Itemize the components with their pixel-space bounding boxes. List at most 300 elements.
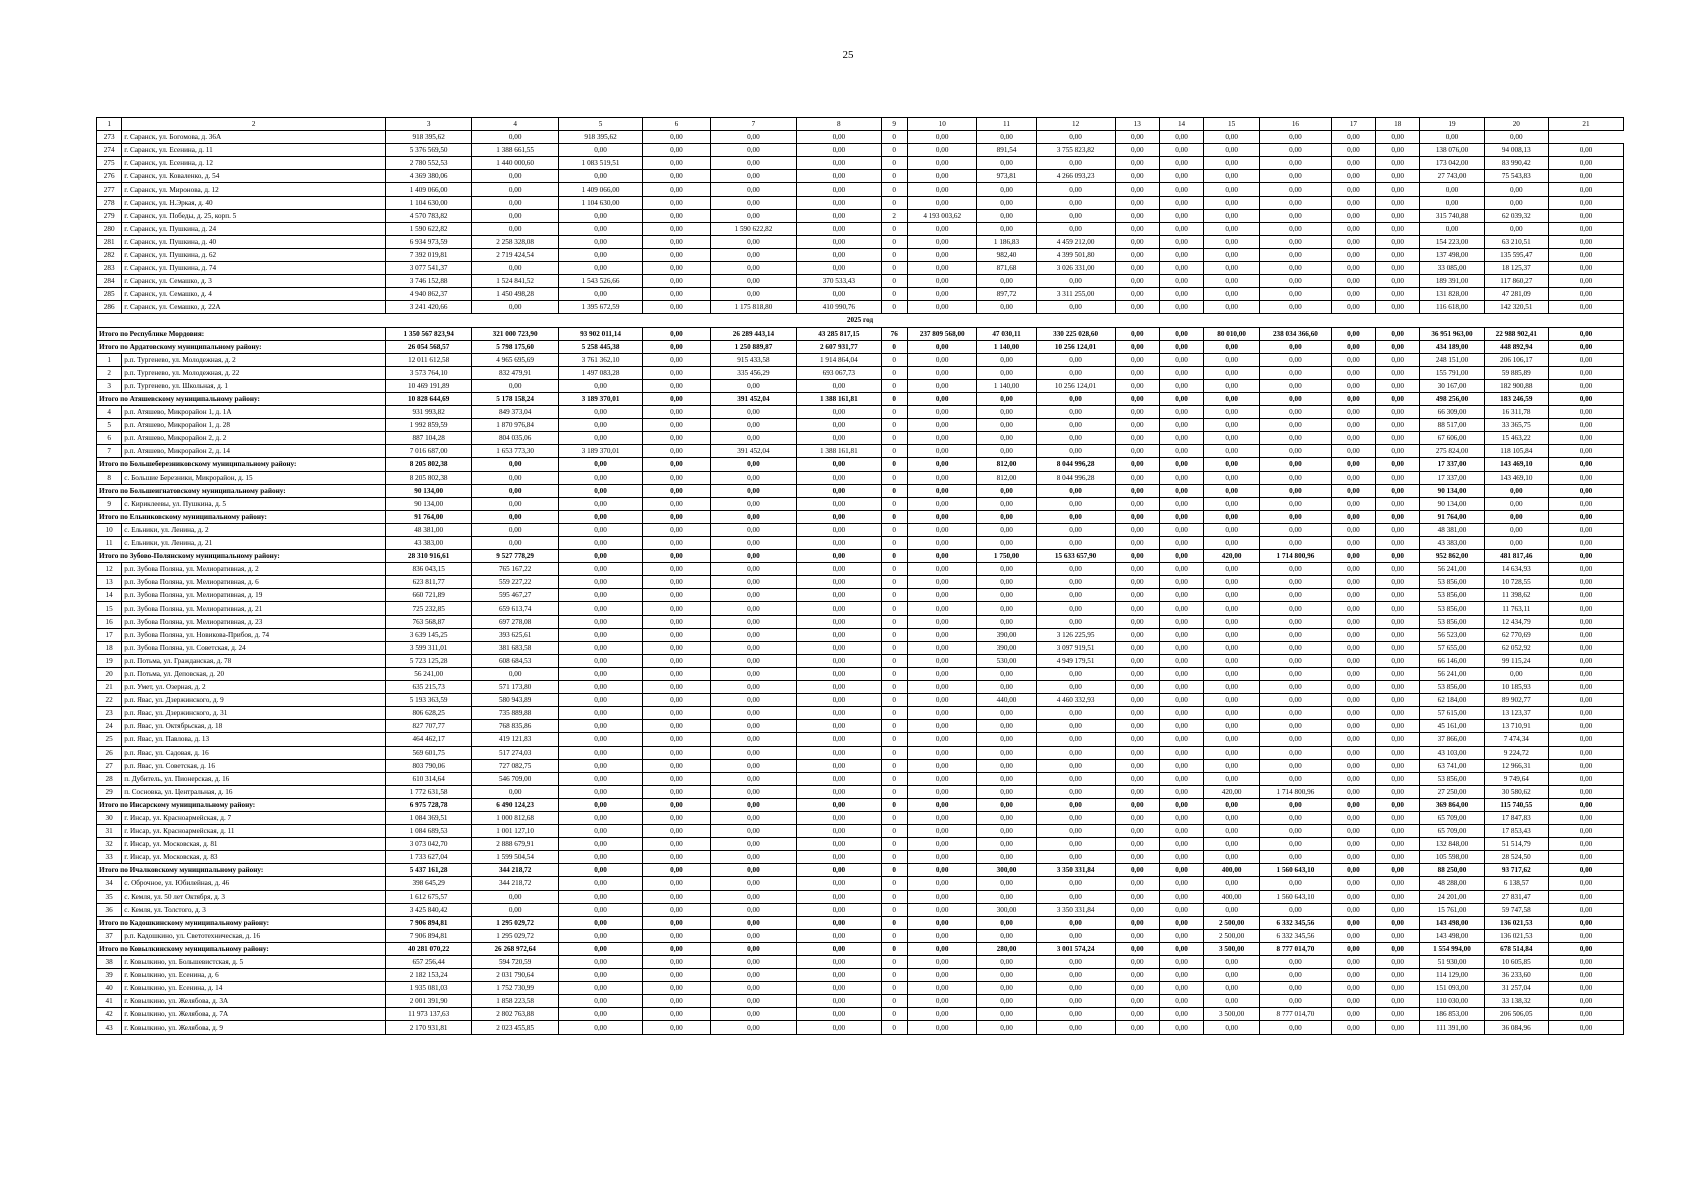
value-cell: 0,00 xyxy=(643,537,710,550)
table-row xyxy=(97,471,1624,484)
value-cell: 0,00 xyxy=(1376,890,1420,903)
value-cell: 0,00 xyxy=(1204,157,1260,170)
value-cell: 0,00 xyxy=(907,798,977,811)
row-number: 20 xyxy=(97,667,122,680)
value-cell: 0,00 xyxy=(977,366,1036,379)
value-cell: 0,00 xyxy=(1376,720,1420,733)
value-cell: 0,00 xyxy=(1115,982,1159,995)
value-cell: 0,00 xyxy=(1260,275,1332,288)
value-cell: 0,00 xyxy=(1548,445,1623,458)
value-cell: 0,00 xyxy=(797,654,881,667)
value-cell: 0,00 xyxy=(1159,432,1203,445)
value-cell: 0,00 xyxy=(1260,654,1332,667)
address-cell: с. Кириклеевы, ул. Пушкина, д. 5 xyxy=(122,497,386,510)
value-cell: 0,00 xyxy=(907,746,977,759)
value-cell: 0,00 xyxy=(907,667,977,680)
address-cell: г. Саранск, ул. Есенина, д. 11 xyxy=(122,144,386,157)
value-cell: 3 425 840,42 xyxy=(385,903,471,916)
value-cell: 0,00 xyxy=(907,929,977,942)
value-cell: 80 010,00 xyxy=(1204,327,1260,340)
value-cell: 0,00 xyxy=(907,681,977,694)
value-cell: 0,00 xyxy=(907,916,977,929)
value-cell: 0,00 xyxy=(643,432,710,445)
value-cell: 0,00 xyxy=(558,471,642,484)
table-row xyxy=(97,248,1624,261)
value-cell: 36 233,60 xyxy=(1484,969,1548,982)
value-cell: 0,00 xyxy=(1260,471,1332,484)
value-cell: 0,00 xyxy=(1036,759,1115,772)
value-cell: 0,00 xyxy=(1204,838,1260,851)
value-cell: 0 xyxy=(881,419,907,432)
value-cell: 0,00 xyxy=(1548,942,1623,955)
value-cell: 0,00 xyxy=(907,144,977,157)
table-row xyxy=(97,222,1624,235)
value-cell: 0,00 xyxy=(1260,183,1332,196)
value-cell: 0,00 xyxy=(710,654,796,667)
value-cell: 0,00 xyxy=(1159,510,1203,523)
value-cell: 0,00 xyxy=(907,942,977,955)
value-cell: 0,00 xyxy=(643,759,710,772)
value-cell: 0,00 xyxy=(558,602,642,615)
value-cell: 0,00 xyxy=(1204,288,1260,301)
address-cell: г. Ковылкино, ул. Желябова, д. 9 xyxy=(122,1021,386,1034)
value-cell: 0,00 xyxy=(1331,982,1375,995)
table-row xyxy=(97,523,1624,536)
column-number-cell: 16 xyxy=(1260,118,1332,131)
value-cell: 1 714 800,96 xyxy=(1260,550,1332,563)
value-cell: 0,00 xyxy=(1036,733,1115,746)
value-cell: 0,00 xyxy=(977,811,1036,824)
value-cell: 5 723 125,28 xyxy=(385,654,471,667)
value-cell: 0,00 xyxy=(472,785,558,798)
value-cell: 0,00 xyxy=(1376,196,1420,209)
row-number: 5 xyxy=(97,419,122,432)
value-cell: 0,00 xyxy=(1159,628,1203,641)
value-cell: 0,00 xyxy=(1159,707,1203,720)
value-cell: 4 570 783,82 xyxy=(385,209,471,222)
value-cell: 0,00 xyxy=(797,1008,881,1021)
table-row xyxy=(97,1008,1624,1021)
value-cell: 0,00 xyxy=(1204,798,1260,811)
value-cell: 0,00 xyxy=(1036,1008,1115,1021)
value-cell: 0,00 xyxy=(907,131,977,144)
value-cell: 0,00 xyxy=(1204,720,1260,733)
value-cell: 678 514,84 xyxy=(1484,942,1548,955)
row-number: 3 xyxy=(97,379,122,392)
value-cell: 3 755 823,82 xyxy=(1036,144,1115,157)
value-cell: 2 888 679,91 xyxy=(472,838,558,851)
value-cell: 0,00 xyxy=(907,995,977,1008)
value-cell: 0,00 xyxy=(1204,432,1260,445)
value-cell: 0,00 xyxy=(1331,772,1375,785)
value-cell: 7 474,34 xyxy=(1484,733,1548,746)
value-cell: 0,00 xyxy=(558,667,642,680)
value-cell: 498 256,00 xyxy=(1420,392,1484,405)
value-cell: 0,00 xyxy=(907,340,977,353)
value-cell: 0,00 xyxy=(797,720,881,733)
value-cell: 0,00 xyxy=(1376,550,1420,563)
address-cell: г. Саранск, ул. Пушкина, д. 24 xyxy=(122,222,386,235)
value-cell: 0,00 xyxy=(1159,615,1203,628)
value-cell: 4 965 695,69 xyxy=(472,353,558,366)
value-cell: 0,00 xyxy=(1115,942,1159,955)
value-cell: 434 189,00 xyxy=(1420,340,1484,353)
value-cell: 0,00 xyxy=(1331,432,1375,445)
value-cell: 0,00 xyxy=(1331,838,1375,851)
value-cell: 0,00 xyxy=(1548,681,1623,694)
value-cell: 0,00 xyxy=(1548,458,1623,471)
value-cell: 7 016 687,00 xyxy=(385,445,471,458)
value-cell: 0,00 xyxy=(1376,484,1420,497)
address-cell: р.п. Тургенево, ул. Молодежная, д. 2 xyxy=(122,353,386,366)
table-row xyxy=(97,379,1624,392)
value-cell: 2 802 763,88 xyxy=(472,1008,558,1021)
value-cell: 0,00 xyxy=(907,602,977,615)
value-cell: 0,00 xyxy=(1204,340,1260,353)
address-cell: р.п. Зубова Поляна, ул. Мелиоративная, д. 21 xyxy=(122,602,386,615)
value-cell: 17 337,00 xyxy=(1420,471,1484,484)
value-cell: 6 934 973,59 xyxy=(385,235,471,248)
value-cell: 0,00 xyxy=(1159,288,1203,301)
value-cell: 0,00 xyxy=(1260,537,1332,550)
value-cell: 0 xyxy=(881,458,907,471)
value-cell: 0,00 xyxy=(558,916,642,929)
value-cell: 887 104,28 xyxy=(385,432,471,445)
value-cell: 0,00 xyxy=(1115,903,1159,916)
value-cell: 0,00 xyxy=(797,550,881,563)
value-cell: 0,00 xyxy=(1331,392,1375,405)
value-cell: 0,00 xyxy=(1159,392,1203,405)
value-cell: 0,00 xyxy=(1115,523,1159,536)
value-cell: 0 xyxy=(881,864,907,877)
value-cell: 0,00 xyxy=(643,1021,710,1034)
value-cell: 0,00 xyxy=(1260,759,1332,772)
value-cell: 0,00 xyxy=(977,720,1036,733)
table-row xyxy=(97,825,1624,838)
value-cell: 0,00 xyxy=(643,825,710,838)
value-cell: 18 125,37 xyxy=(1484,262,1548,275)
value-cell: 0,00 xyxy=(1331,523,1375,536)
value-cell: 0,00 xyxy=(1260,576,1332,589)
value-cell: 0,00 xyxy=(643,327,710,340)
address-cell: г. Саранск, ул. Пушкина, д. 40 xyxy=(122,235,386,248)
value-cell: 0,00 xyxy=(1548,563,1623,576)
value-cell: 0,00 xyxy=(907,432,977,445)
value-cell: 0,00 xyxy=(1036,537,1115,550)
value-cell: 0,00 xyxy=(1159,654,1203,667)
value-cell: 0,00 xyxy=(1548,262,1623,275)
value-cell: 0,00 xyxy=(1204,772,1260,785)
value-cell: 3 189 370,01 xyxy=(558,445,642,458)
subtotal-row xyxy=(97,942,1624,955)
value-cell: 0,00 xyxy=(1159,1008,1203,1021)
value-cell: 0,00 xyxy=(1331,222,1375,235)
value-cell: 0,00 xyxy=(1331,563,1375,576)
header-row xyxy=(97,118,1624,131)
value-cell: 4 399 501,80 xyxy=(1036,248,1115,261)
value-cell: 0,00 xyxy=(1376,956,1420,969)
value-cell: 63 210,51 xyxy=(1484,235,1548,248)
value-cell: 0,00 xyxy=(907,222,977,235)
table-row xyxy=(97,681,1624,694)
value-cell: 17 847,83 xyxy=(1484,811,1548,824)
value-cell: 0,00 xyxy=(907,615,977,628)
value-cell: 827 707,77 xyxy=(385,720,471,733)
value-cell: 28 524,50 xyxy=(1484,851,1548,864)
value-cell: 8 777 014,70 xyxy=(1260,942,1332,955)
value-cell: 0,00 xyxy=(1159,445,1203,458)
value-cell: 0,00 xyxy=(977,929,1036,942)
value-cell: 0,00 xyxy=(1331,929,1375,942)
value-cell: 48 288,00 xyxy=(1420,877,1484,890)
value-cell: 0,00 xyxy=(1331,864,1375,877)
address-cell: г. Саранск, ул. Коваленко, д. 54 xyxy=(122,170,386,183)
value-cell: 65 709,00 xyxy=(1420,811,1484,824)
row-number: 19 xyxy=(97,654,122,667)
value-cell: 0,00 xyxy=(1331,406,1375,419)
value-cell: 0 xyxy=(881,353,907,366)
value-cell: 0 xyxy=(881,916,907,929)
address-cell: р.п. Потьма, ул. Деповская, д. 20 xyxy=(122,667,386,680)
value-cell: 0,00 xyxy=(558,458,642,471)
value-cell: 0,00 xyxy=(1331,497,1375,510)
value-cell: 0,00 xyxy=(907,379,977,392)
value-cell: 0,00 xyxy=(643,772,710,785)
value-cell: 7 906 894,81 xyxy=(385,929,471,942)
value-cell: 0,00 xyxy=(1376,537,1420,550)
value-cell: 410 990,76 xyxy=(797,301,881,314)
value-cell: 275 824,00 xyxy=(1420,445,1484,458)
table-row xyxy=(97,667,1624,680)
value-cell: 0,00 xyxy=(710,772,796,785)
address-cell: р.п. Явас, ул. Октябрьская, д. 18 xyxy=(122,720,386,733)
value-cell: 0,00 xyxy=(1331,903,1375,916)
table-row xyxy=(97,497,1624,510)
value-cell: 2 500,00 xyxy=(1204,916,1260,929)
value-cell: 0,00 xyxy=(907,523,977,536)
value-cell: 1 935 081,03 xyxy=(385,982,471,995)
value-cell: 0,00 xyxy=(1260,340,1332,353)
table-row xyxy=(97,183,1624,196)
table-row xyxy=(97,654,1624,667)
value-cell: 11 398,62 xyxy=(1484,589,1548,602)
value-cell: 0,00 xyxy=(558,982,642,995)
value-cell: 0,00 xyxy=(710,903,796,916)
value-cell: 0,00 xyxy=(1260,432,1332,445)
row-number: 17 xyxy=(97,628,122,641)
value-cell: 931 993,82 xyxy=(385,406,471,419)
value-cell: 2 780 552,53 xyxy=(385,157,471,170)
value-cell: 0,00 xyxy=(1036,353,1115,366)
value-cell: 0,00 xyxy=(558,262,642,275)
value-cell: 0,00 xyxy=(797,131,881,144)
value-cell: 0,00 xyxy=(643,353,710,366)
value-cell: 0,00 xyxy=(1159,746,1203,759)
value-cell: 0 xyxy=(881,746,907,759)
value-cell: 10 605,85 xyxy=(1484,956,1548,969)
address-cell: р.п. Явас, ул. Советская, д. 16 xyxy=(122,759,386,772)
value-cell: 0,00 xyxy=(1115,576,1159,589)
table-row xyxy=(97,694,1624,707)
table-row xyxy=(97,602,1624,615)
value-cell: 0,00 xyxy=(1376,681,1420,694)
value-cell: 47 281,09 xyxy=(1484,288,1548,301)
value-cell: 0,00 xyxy=(710,248,796,261)
value-cell: 4 193 003,62 xyxy=(907,209,977,222)
value-cell: 595 467,27 xyxy=(472,589,558,602)
value-cell: 1 914 864,04 xyxy=(797,353,881,366)
value-cell: 0,00 xyxy=(643,916,710,929)
value-cell: 0,00 xyxy=(558,694,642,707)
value-cell: 0,00 xyxy=(1204,615,1260,628)
address-cell: с. Кемля, ул. 50 лет Октября, д. 3 xyxy=(122,890,386,903)
value-cell: 0,00 xyxy=(907,419,977,432)
value-cell: 0,00 xyxy=(1204,392,1260,405)
value-cell: 0,00 xyxy=(977,275,1036,288)
value-cell: 0,00 xyxy=(1260,484,1332,497)
table-row xyxy=(97,720,1624,733)
value-cell: 3 189 370,01 xyxy=(558,392,642,405)
value-cell: 0,00 xyxy=(907,982,977,995)
value-cell: 0,00 xyxy=(1548,340,1623,353)
value-cell: 0,00 xyxy=(907,537,977,550)
table-row xyxy=(97,615,1624,628)
value-cell: 0,00 xyxy=(977,157,1036,170)
address-cell: с. Оброчное, ул. Юбилейная, д. 46 xyxy=(122,877,386,890)
value-cell: 0,00 xyxy=(1420,183,1484,196)
value-cell: 0,00 xyxy=(1159,995,1203,1008)
value-cell: 0,00 xyxy=(1548,982,1623,995)
row-number: 22 xyxy=(97,694,122,707)
value-cell: 0,00 xyxy=(643,419,710,432)
value-cell: 6 490 124,23 xyxy=(472,798,558,811)
value-cell: 0,00 xyxy=(1376,838,1420,851)
value-cell: 0,00 xyxy=(643,811,710,824)
value-cell: 117 860,27 xyxy=(1484,275,1548,288)
value-cell: 0,00 xyxy=(1548,497,1623,510)
value-cell: 0,00 xyxy=(472,262,558,275)
value-cell: 0 xyxy=(881,720,907,733)
value-cell: 4 940 862,37 xyxy=(385,288,471,301)
value-cell: 398 645,29 xyxy=(385,877,471,890)
value-cell: 0,00 xyxy=(710,550,796,563)
value-cell: 0,00 xyxy=(1159,366,1203,379)
value-cell: 0,00 xyxy=(1204,497,1260,510)
value-cell: 0,00 xyxy=(1484,484,1548,497)
value-cell: 0,00 xyxy=(977,392,1036,405)
value-cell: 0,00 xyxy=(1036,838,1115,851)
row-number: 280 xyxy=(97,222,122,235)
value-cell: 0,00 xyxy=(1331,851,1375,864)
value-cell: 0,00 xyxy=(1548,969,1623,982)
value-cell: 0,00 xyxy=(558,170,642,183)
value-cell: 344 218,72 xyxy=(472,864,558,877)
value-cell: 0,00 xyxy=(710,890,796,903)
value-cell: 0,00 xyxy=(1260,366,1332,379)
value-cell: 0,00 xyxy=(643,576,710,589)
value-cell: 8 205 802,38 xyxy=(385,458,471,471)
value-cell: 0,00 xyxy=(710,1008,796,1021)
value-cell: 0,00 xyxy=(643,746,710,759)
value-cell: 0 xyxy=(881,144,907,157)
value-cell: 0,00 xyxy=(1159,340,1203,353)
value-cell: 0,00 xyxy=(977,733,1036,746)
value-cell: 0,00 xyxy=(977,484,1036,497)
value-cell: 9 749,64 xyxy=(1484,772,1548,785)
value-cell: 0,00 xyxy=(1115,327,1159,340)
address-cell: г. Саранск, ул. Семашко, д. 4 xyxy=(122,288,386,301)
value-cell: 0,00 xyxy=(907,550,977,563)
value-cell: 0,00 xyxy=(1204,484,1260,497)
value-cell: 0,00 xyxy=(1376,916,1420,929)
value-cell: 0 xyxy=(881,1021,907,1034)
value-cell: 0,00 xyxy=(1115,392,1159,405)
value-cell: 0,00 xyxy=(1548,811,1623,824)
value-cell: 0 xyxy=(881,406,907,419)
value-cell: 812,00 xyxy=(977,471,1036,484)
value-cell: 0,00 xyxy=(1204,275,1260,288)
value-cell: 0,00 xyxy=(472,301,558,314)
value-cell: 0,00 xyxy=(1260,628,1332,641)
subtotal-label: Итого по Большеберезниковскому муниципальному району: xyxy=(97,458,386,471)
value-cell: 0,00 xyxy=(1548,366,1623,379)
value-cell: 0,00 xyxy=(643,510,710,523)
value-cell: 0,00 xyxy=(1420,131,1484,144)
value-cell: 0,00 xyxy=(1204,825,1260,838)
value-cell: 143 498,00 xyxy=(1420,916,1484,929)
value-cell: 0,00 xyxy=(1376,667,1420,680)
value-cell: 0,00 xyxy=(710,969,796,982)
value-cell: 0,00 xyxy=(1204,969,1260,982)
value-cell: 0,00 xyxy=(1260,1021,1332,1034)
row-number: 276 xyxy=(97,170,122,183)
address-cell: р.п. Зубова Поляна, ул. Советская, д. 24 xyxy=(122,641,386,654)
value-cell: 0,00 xyxy=(1036,785,1115,798)
value-cell: 0,00 xyxy=(1036,667,1115,680)
row-number: 7 xyxy=(97,445,122,458)
value-cell: 88 250,00 xyxy=(1420,864,1484,877)
value-cell: 0,00 xyxy=(710,851,796,864)
value-cell: 0,00 xyxy=(907,628,977,641)
value-cell: 0,00 xyxy=(1115,694,1159,707)
value-cell: 0,00 xyxy=(1159,759,1203,772)
value-cell: 0 xyxy=(881,785,907,798)
value-cell: 0,00 xyxy=(643,523,710,536)
value-cell: 0,00 xyxy=(643,707,710,720)
value-cell: 0,00 xyxy=(1260,851,1332,864)
value-cell: 973,81 xyxy=(977,170,1036,183)
value-cell: 1 395 672,59 xyxy=(558,301,642,314)
value-cell: 0,00 xyxy=(1036,615,1115,628)
value-cell: 464 462,17 xyxy=(385,733,471,746)
address-cell: г. Ковылкино, ул. Есенина, д. 6 xyxy=(122,969,386,982)
value-cell: 0,00 xyxy=(1260,392,1332,405)
row-number: 16 xyxy=(97,615,122,628)
value-cell: 836 043,15 xyxy=(385,563,471,576)
value-cell: 3 746 152,88 xyxy=(385,275,471,288)
value-cell: 0,00 xyxy=(710,144,796,157)
value-cell: 0,00 xyxy=(643,864,710,877)
table-row xyxy=(97,445,1624,458)
value-cell: 0,00 xyxy=(710,681,796,694)
value-cell: 1 733 627,04 xyxy=(385,851,471,864)
value-cell: 0,00 xyxy=(1115,379,1159,392)
row-number: 14 xyxy=(97,589,122,602)
value-cell: 0,00 xyxy=(1260,248,1332,261)
value-cell: 0,00 xyxy=(1331,340,1375,353)
value-cell: 0 xyxy=(881,772,907,785)
value-cell: 3 350 331,84 xyxy=(1036,903,1115,916)
